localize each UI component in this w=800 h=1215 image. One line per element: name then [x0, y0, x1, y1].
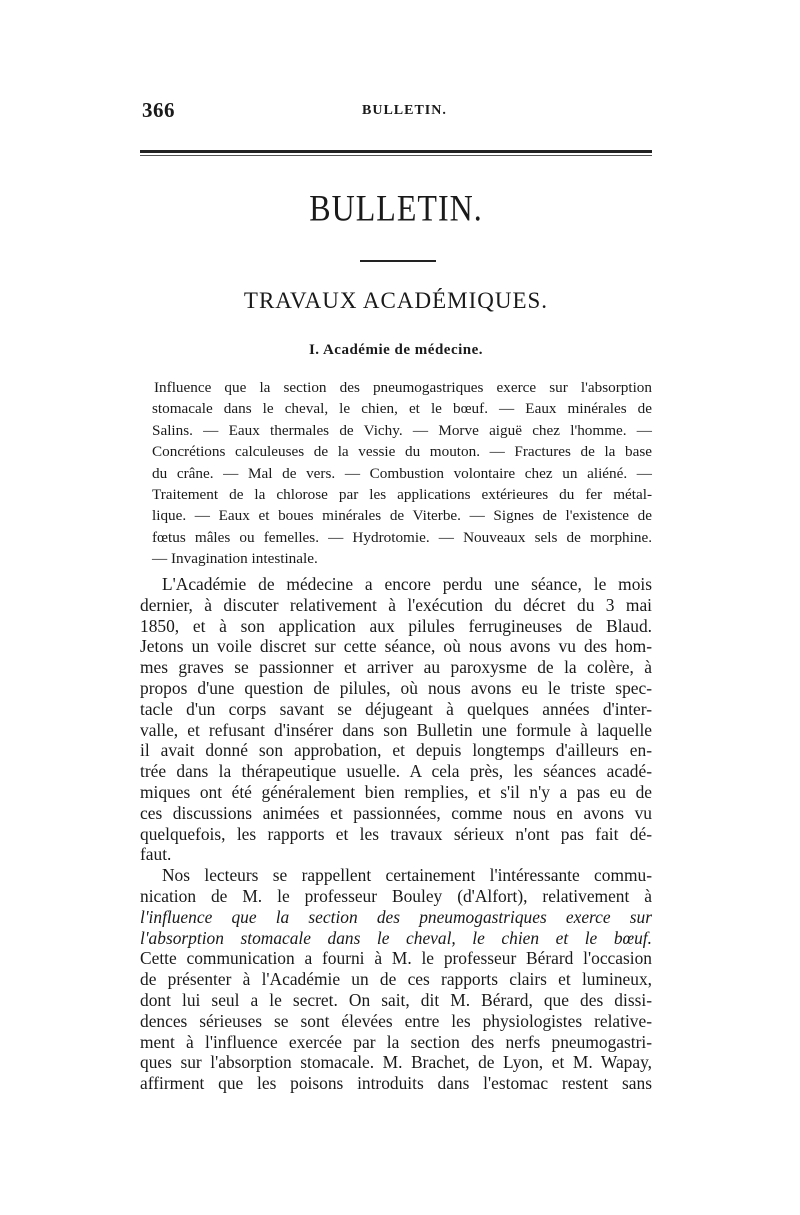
paragraph-line: dences sérieuses se sont élevées entre les physiologistes relative-: [140, 1010, 652, 1031]
paragraph-line: ces discussions animées et passionnées, comme nous en avons vu: [140, 802, 652, 823]
paragraph-line: mes graves se passionner et arriver au paroxysme de la colère, à: [140, 657, 652, 678]
paragraph-line-italic: l'influence que la section des pneumogastriques exerce sur: [140, 906, 652, 927]
summary-line: Concrétions calculeuses de la vessie du mouton. — Fractures de la base: [152, 443, 652, 461]
paragraph-line: il avait donné son approbation, et depuis longtemps d'ailleurs en-: [140, 740, 652, 761]
paragraph-line-italic: l'absorption stomacale dans le cheval, le chien et le bœuf.: [140, 927, 652, 948]
paragraph-line: faut.: [140, 844, 172, 865]
paragraph-line: ment à l'influence exercée par la section des nerfs pneumogastri-: [140, 1031, 652, 1052]
section-title: TRAVAUX ACADÉMIQUES.: [243, 288, 549, 313]
paragraph-line: affirment que les poisons introduits dans l'estomac restent sans: [140, 1073, 652, 1094]
paragraph-line: 1850, et à son application aux pilules ferrugineuses de Blaud.: [140, 615, 652, 636]
paragraph-line: Cette communication a fourni à M. le professeur Bérard l'occasion: [140, 948, 652, 969]
body-text: [140, 574, 652, 1094]
paragraph-line: trée dans la thérapeutique usuelle. A cela près, les séances acadé-: [140, 761, 652, 782]
summary-block: [152, 377, 652, 570]
summary-line: Traitement de la chlorose par les applications extérieures du fer métal-: [152, 486, 652, 504]
paragraph-line: tacle d'un corps savant se déjugeant à quelques années d'inter-: [140, 698, 652, 719]
paragraph-line: Nos lecteurs se rappellent certainement l'intéressante commu-: [162, 865, 652, 886]
paragraph-line: de présenter à l'Académie un de ces rapports clairs et lumineux,: [140, 969, 652, 990]
header-rule: [140, 150, 652, 153]
paragraph-line: nication de M. le professeur Bouley (d'Alfort), relativement à: [140, 885, 652, 906]
summary-line: Salins. — Eaux thermales de Vichy. — Morve aiguë chez l'homme. —: [152, 421, 652, 439]
running-head: [142, 98, 654, 122]
paragraph-line: dont lui seul a le secret. On sait, dit M. Bérard, que des dissi-: [140, 989, 652, 1010]
summary-line: Influence que la section des pneumogastriques exerce sur l'absorption: [154, 379, 652, 396]
paragraph-line: dernier, à discuter relativement à l'exécution du décret du 3 mai: [140, 594, 652, 615]
header-rule-thin: [140, 155, 652, 156]
paragraph-line: L'Académie de médecine a encore perdu une séance, le mois: [162, 574, 652, 594]
summary-line: stomacale dans le cheval, le chien, et le bœuf. — Eaux minérales de: [152, 400, 652, 418]
summary-line: — Invagination intestinale.: [152, 550, 318, 568]
paragraph-line: quelquefois, les rapports et les travaux sérieux n'ont pas fait dé-: [140, 823, 652, 844]
paragraph-line: miques ont été généralement bien remplies, et s'il n'y a pas eu de: [140, 781, 652, 802]
page-title: BULLETIN.: [309, 187, 483, 229]
paragraph-line: valle, et refusant d'insérer dans son Bulletin une formule à laquelle: [140, 719, 652, 740]
summary-line: fœtus mâles ou femelles. — Hydrotomie. — Nouveaux sels de morphine.: [152, 528, 652, 546]
paragraph-line: propos d'une question de pilules, où nous avons eu le triste spec-: [140, 677, 652, 698]
subsection-title: I. Académie de médecine.: [308, 342, 484, 358]
title-rule: [360, 260, 436, 262]
running-title: BULLETIN.: [362, 103, 447, 118]
summary-line: lique. — Eaux et boues minérales de Viterbe. — Signes de l'existence de: [152, 507, 652, 525]
paragraph-line: Jetons un voile discret sur cette séance, où nous avons vu des hom-: [140, 636, 652, 657]
page-number: 366: [142, 98, 175, 122]
paragraph-line: ques sur l'absorption stomacale. M. Brachet, de Lyon, et M. Wapay,: [140, 1052, 652, 1073]
summary-line: du crâne. — Mal de vers. — Combustion volontaire chez un aliéné. —: [152, 464, 652, 482]
